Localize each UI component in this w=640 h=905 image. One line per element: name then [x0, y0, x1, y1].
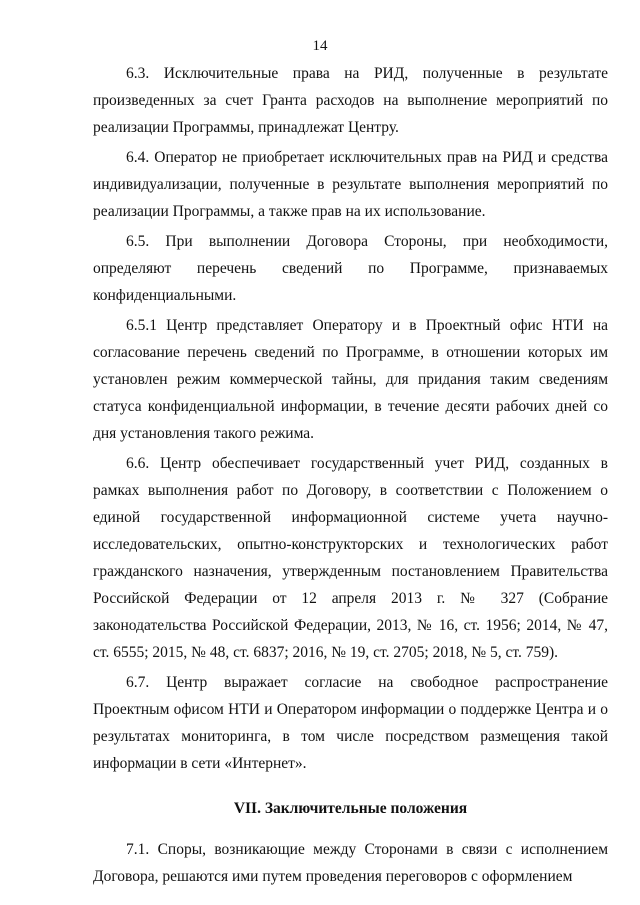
clause-6-5-1: 6.5.1 Центр представляет Оператору и в Проектный офис НТИ на согласование перечень сведений по Программе, в отношении которых им установлен режим коммерческой тайны, для придания таким сведениям статуса конфиденциальной информации, в течение десяти рабочих дней со дня установления такого режима.: [93, 317, 608, 442]
page-number: 14: [312, 38, 328, 54]
clause-7-1: 7.1. Споры, возникающие между Сторонами в связи с исполнением Договора, решаются ими путем проведения переговоров с оформлением: [93, 841, 608, 885]
clause-6-4: 6.4. Оператор не приобретает исключительных прав на РИД и средства индивидуализации, полученные в результате выполнения мероприятий по реализации Программы, а также прав на их использование.: [93, 149, 608, 220]
clause-6-7: 6.7. Центр выражает согласие на свободное распространение Проектным офисом НТИ и Оператором информации о поддержке Центра и о результатах мониторинга, в том числе посредством размещения такой информации в сети «Интернет».: [93, 674, 608, 772]
section-heading: VII. Заключительные положения: [233, 800, 468, 817]
clause-6-5: 6.5. При выполнении Договора Стороны, при необходимости, определяют перечень сведений по Программе, признаваемых конфиденциальными.: [93, 233, 608, 304]
document-body: [93, 60, 608, 890]
clause-6-6: 6.6. Центр обеспечивает государственный учет РИД, созданных в рамках выполнения работ по Договору, в соответствии с Положением о единой государственной информационной системе учета научно-исследовательских, опытно-конструкторских и технологических работ гражданского назначения, утвержденным постановлением Правительства Российской Федерации от 12 апреля 2013 г. № 327 (Собрание законодательства Российской Федерации, 2013, № 16, ст. 1956; 2014, № 47, ст. 6555; 2015, № 48, ст. 6837; 2016, № 19, ст. 2705; 2018, № 5, ст. 759).: [93, 455, 608, 661]
clause-6-3: 6.3. Исключительные права на РИД, полученные в результате произведенных за счет Гранта расходов на выполнение мероприятий по реализации Программы, принадлежат Центру.: [93, 65, 608, 136]
